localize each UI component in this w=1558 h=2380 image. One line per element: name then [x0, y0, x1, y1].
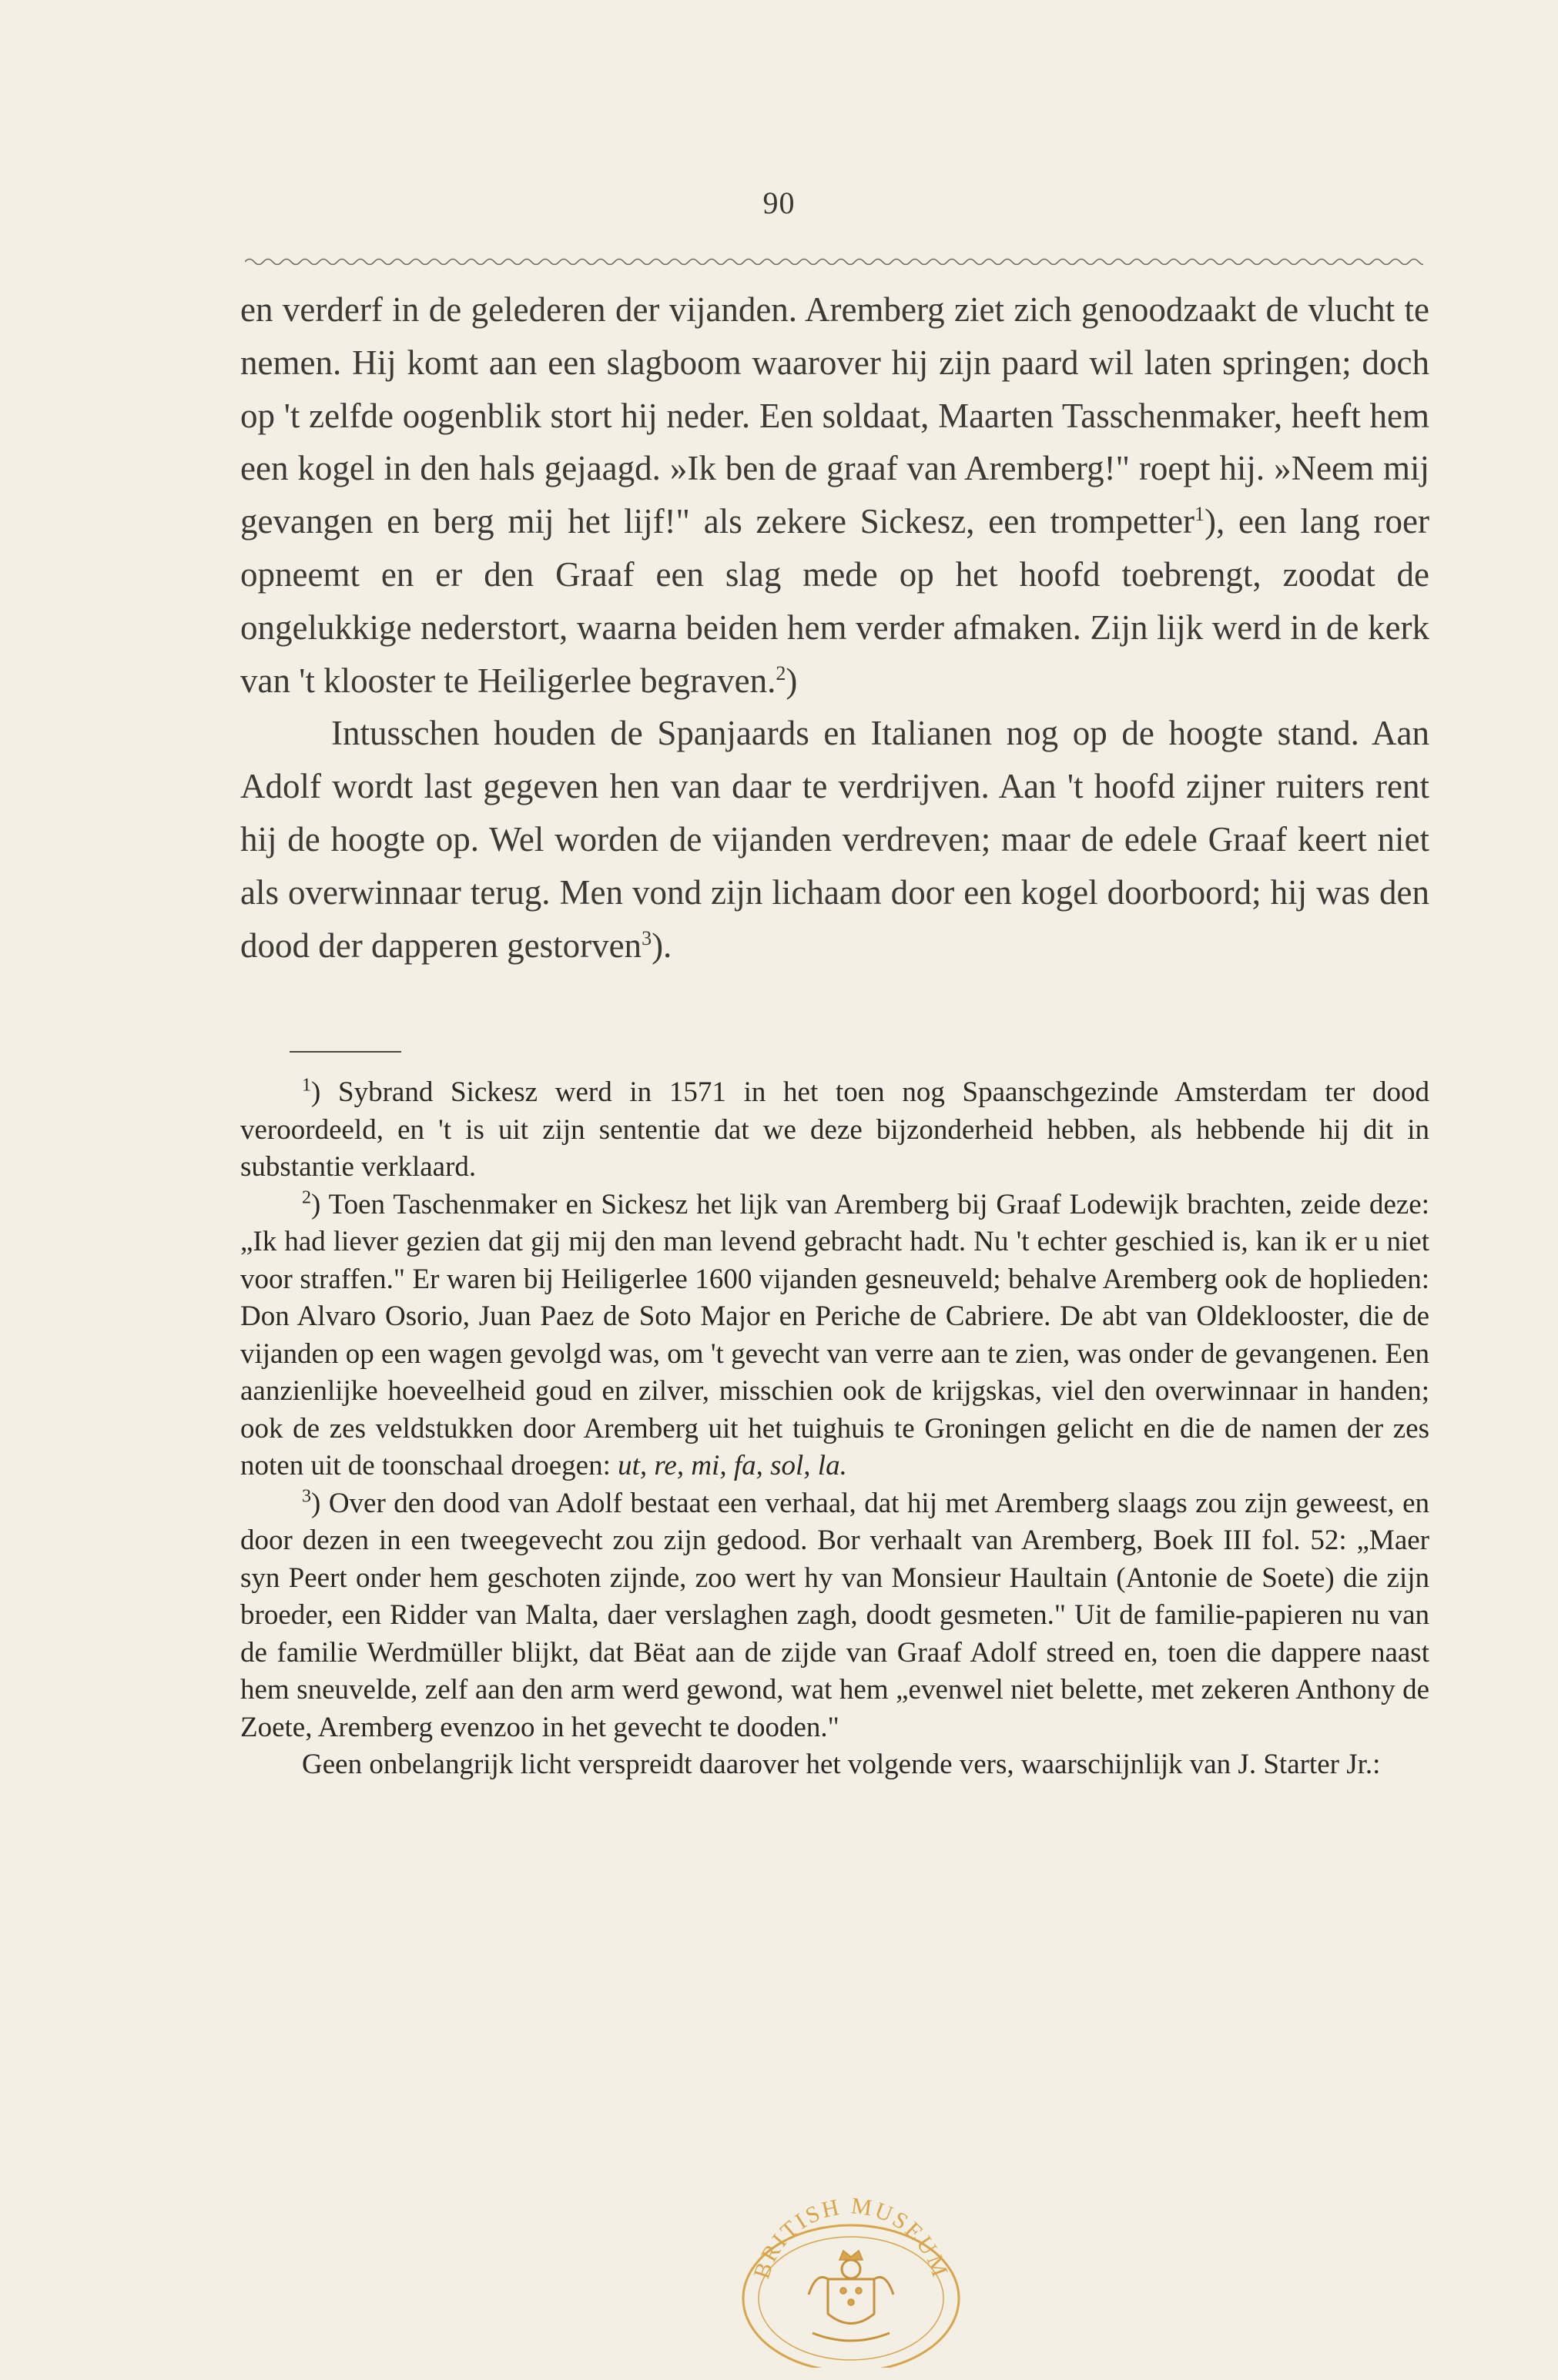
paragraph-1: en verderf in de gelederen der vijanden. Aremberg ziet zich genoodzaakt de vlucht te nemen. Hij komt aan een slagboom waarover hij zijn paard wil laten springen; doch op 't zelfde oogenblik stort hij neder. Een soldaat, Maarten Tasschenmaker, heeft hem een kogel in den hals gejaagd. »Ik ben de graaf van Aremberg!" roept hij. »Neem mij gevangen en berg mij het lijf!" als zekere Sickesz, een trompetter$^1$), een lang roer opneemt en er den Graaf een slag mede op het hoofd toebrengt, zoodat de ongelukkige nederstort, waarna beiden hem verder afmaken. Zijn lijk werd in de kerk van 't klooster te Heiligerlee begraven.$^2$): [240, 290, 1429, 700]
footnotes: [240, 1074, 1429, 1784]
paragraph-2: Intusschen houden de Spanjaards en Italianen nog op de hoogte stand. Aan Adolf wordt last gegeven hen van daar te verdrijven. Aan 't hoofd zijner ruiters rent hij de hoogte op. Wel worden de vijanden verdreven; maar de edele Graaf keert niet als overwinnaar terug. Men vond zijn lichaam door een kogel doorboord; hij was den dood der dapperen gestorven$^3$).: [240, 714, 1429, 965]
footnote-ref-2: 2: [776, 661, 786, 685]
page-number: 90: [762, 186, 796, 220]
main-text: [240, 283, 1429, 972]
ornamental-wavy-rule: [245, 254, 1423, 269]
footnote-ref-3: 3: [642, 926, 652, 949]
footnote-1: $^1$) Sybrand Sickesz werd in 1571 in het toen nog Spaanschgezinde Amsterdam ter dood veroordeeld, en 't is uit zijn sententie dat we deze bijzonderheid hebben, als hebbende hij dit in substantie verklaard.: [240, 1075, 1429, 1183]
library-stamp-seal: [728, 2183, 974, 2368]
crest-icon: [809, 2251, 893, 2341]
footnote-ref-1: 1: [1194, 503, 1205, 526]
footnote-3: $^3$) Over den dood van Adolf bestaat een verhaal, dat hij met Aremberg slaags zou zijn geweest, en door dezen in een tweegevecht zou zijn gedood. Bor verhaalt van Aremberg, Boek III fol. 52: „Maer syn Peert onder hem geschoten zijnde, zoo wert hy van Monsieur Haultain (Antonie de Soete) die zijn broeder, een Ridder van Malta, daer verslaghen zagh, doodt gesmeten." Uit de familie-papieren nu van de familie Werdmüller blijkt, dat Bëat aan de zijde van Graaf Adolf streed en, toen die dappere naast hem sneuvelde, zelf aan den arm werd gewond, wat hem „evenwel niet belette, met zekeren Anthony de Zoete, Aremberg evenzoo in het gevecht te dooden.": [240, 1486, 1429, 1743]
footnote-2: $^2$) Toen Taschenmaker en Sickesz het lijk van Aremberg bij Graaf Lodewijk brachten, zeide deze: „Ik had liever gezien dat gij mij den man levend gebracht hadt. Nu 't echter geschied is, kan ik er u niet voor straffen." Er waren bij Heiligerlee 1600 vijanden gesneuveld; behalve Aremberg ook de hoplieden: Don Alvaro Osorio, Juan Paez de Soto Major en Periche de Cabriere. De abt van Oldeklooster, die de vijanden op een wagen gevolgd was, om 't gevecht van verre aan te zien, was onder de gevangenen. Een aanzienlijke hoeveelheid goud en zilver, misschien ook de krijgskas, viel den overwinnaar in handen; ook de zes veldstukken door Aremberg uit het tuighuis te Groningen gelicht en die de namen der zes noten uit de toonschaal droegen: ut, re, mi, fa, sol, la.: [240, 1187, 1429, 1481]
footnote-separator: [290, 1051, 401, 1053]
svg-text:BRITISH MUSEUM: BRITISH MUSEUM: [749, 2193, 953, 2282]
footnote-3-continuation: Geen onbelangrijk licht verspreidt daarover het volgende vers, waarschijnlijk van J. Starter Jr.:: [302, 1749, 1381, 1780]
